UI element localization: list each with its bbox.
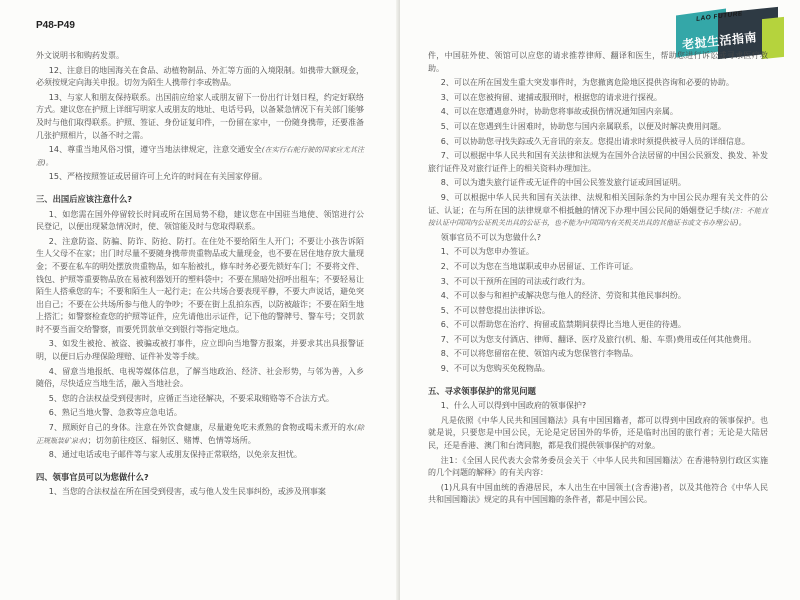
section-heading: 四、领事官员可以为您做什么? <box>36 471 149 482</box>
paragraph: 6、熟记当地火警、急救等应急电话。 <box>48 408 182 418</box>
page-numbers: P48-P49 <box>36 20 75 31</box>
paragraph: 5、您的合法权益受到侵害时，应循正当途径解决，不要采取贿赂等不合法方式。 <box>48 393 334 403</box>
paragraph: 注1：《全国人民代表大会常务委员会关于〈中华人民共和国国籍法〉在香港特别行政区实施的几个问题的解释》的有关内容： <box>428 455 768 478</box>
paragraph-note: (在实行右舵行驶的国家应尤其注意)。 <box>36 146 364 167</box>
paragraph: 3、如发生被抢、被盗、被骗或被打事件，应立即向当地警方报案，并要求其出具报警证明，以便日后办理保险理赔、证件补发等手续。 <box>36 339 364 362</box>
paragraph: 6、可以协助您寻找失踪或久无音讯的亲友。您提出请求时须提供被寻人员的详细信息。 <box>440 136 750 146</box>
paragraph <box>36 144 364 169</box>
paragraph: 8、可以为遗失旅行证件或无证件的中国公民签发旅行证或回国证明。 <box>440 178 686 188</box>
logo-tagline: LAO FUTURE <box>695 10 744 23</box>
paragraph: 7、可以根据中华人民共和国有关法律和法规为在国外合法居留的中国公民颁发、换发、补发旅行证件及对旅行证件上的相关资料办理加注。 <box>428 151 768 173</box>
list-item: 3、不可以干预所在国的司法或行政行为。 <box>440 276 590 286</box>
list-item: 1、不可以为您申办签证。 <box>440 247 534 257</box>
paragraph: 1、什么人可以得到中国政府的领事保护? <box>440 401 587 411</box>
paragraph: 2、注意防盗、防骗、防诈、防抢、防打。在住处不要给陌生人开门；不要让小孩告诉陌生人父母不在家；出门时尽量不要随身携带贵重物品或大量现金，也不要在居住地存放大量现金；不要在私车的明处摆放贵重物品，如车胎被扎，修车时务必要先锁好车门；不要将文件、钱包、护照等重要物品放在易被利器划开的塑料袋中；不要在黑暗处招呼出租车；不要轻易让陌生人搭乘您的车；不要和陌生人一起行走；在公共场合要表现平静，不要大声说话，避免突出自己；不要在公共场所参与他人的争吵；不要在街上乱拍东西，以防被敲诈；不要在陌生地上搭汇；如警察检查您的护照等证件，应先请他出示证件，记下他的警牌号、警车号；交罚款时不要当面交给警察，而要凭罚款单交到银行等指定地点。 <box>36 236 364 334</box>
paragraph: (1)凡具有中国血统的香港居民，本人出生在中国领土(含香港)者，以及其他符合《中华人民共和国国籍法》规定的具有中国国籍的条件者，都是中国公民。 <box>428 482 768 505</box>
left-text-column <box>36 50 364 501</box>
paragraph-text: 9、可以根据中华人民共和国有关法律、法规和相关国际条约为中国公民办理有关文件的公证、认证；在与所在国的法律规章不相抵触的情况下办理中国公民间的婚姻登记手续 <box>428 192 768 215</box>
list-item: 6、不可以帮助您在治疗、拘留或监禁期间获得比当地人更佳的待遇。 <box>440 320 686 330</box>
paragraph: 12、注意目的地国海关在食品、动植物制品、外汇等方面的入境限制。如携带大额现金，必须按规定向海关申报。切勿为陌生人携带行李或物品。 <box>36 65 364 88</box>
paragraph: 8、通过电话或电子邮件等与家人或朋友保持正常联络，以免亲友担忧。 <box>48 450 302 460</box>
paragraph-text: 7、照顾好自己的身体。注意在外饮食健康，尽量避免吃未煮熟的食物或喝未煮开的水 <box>48 423 355 433</box>
list-item: 2、不可以为您在当地谋职或申办居留证、工作许可证。 <box>440 261 638 271</box>
paragraph: 15、严格按照签证或居留许可上允许的时间在有关国家停留。 <box>48 172 267 182</box>
paragraph <box>36 422 364 447</box>
paragraph: 外文说明书和购药发票。 <box>36 51 124 60</box>
paragraph: 13、与家人和朋友保持联系。出国前应给家人或朋友留下一份出行计划日程，约定好联络方式。建议您在护照上详细写明家人或朋友的地址、电话号码，以备紧急情况下有关部门能够及时与他们取得联系。护照、签证、身份证复印件，一份留在家中，一份随身携带，还要准备几张护照相片，以备不时之需。 <box>36 92 364 140</box>
paragraph: 5、可以在您遇到生计困难时，协助您与国内亲属联系，以便及时解决费用问题。 <box>440 121 726 131</box>
paragraph: 4、可以在您遭遇意外时，协助您将事故或损伤情况通知国内亲属。 <box>440 107 678 117</box>
paragraph <box>428 192 768 230</box>
list-item: 4、不可以参与和袒护或解决您与他人的经济、劳资和其他民事纠纷。 <box>440 291 686 301</box>
paragraph: 件，中国驻外使、领馆可以应您的请求推荐律师、翻译和医生，帮助您进行诉讼或寻求医疗救助。 <box>428 51 768 73</box>
paragraph-text: ；切勿前往疫区、辐射区、赌博、色情等场所。 <box>87 435 256 445</box>
list-item: 5、不可以替您提出法律诉讼。 <box>440 305 550 315</box>
section-heading: 五、寻求领事保护的常见问题 <box>428 385 536 396</box>
paragraph: 2、可以在所在国发生重大突发事件时，为您撤离危险地区提供咨询和必要的协助。 <box>440 78 734 88</box>
list-item: 8、不可以将您留宿在使、领馆内或为您保管行李物品。 <box>440 349 638 359</box>
logo-title: 老挝生活指南 <box>681 30 758 52</box>
list-item: 7、不可以为您支付酒店、律师、翻译、医疗及旅行(机、船、车票)费用或任何其他费用。 <box>440 334 757 344</box>
paragraph: 3、可以在您被拘留、逮捕或服刑时，根据您的请求进行探视。 <box>440 92 662 102</box>
paragraph-note: (除正规瓶装矿泉水) <box>36 424 364 445</box>
list-heading: 领事官员不可以为您做什么? <box>440 232 542 242</box>
list-item: 9、不可以为您购买免税物品。 <box>440 364 550 374</box>
right-text-column <box>428 50 768 509</box>
paragraph-note: (注：不能直接认证中国国内公证机关出具的公证书，也不能为中国国内有关机关出具的其他证书或文书办理公证)。 <box>428 206 768 228</box>
paragraph: 凡是依照《中华人民共和国国籍法》具有中国国籍者，都可以得到中国政府的领事保护。也就是说，只要您是中国公民，无论是定居国外的华侨，还是临时出国的旅行者；无论是大陆居民，还是香港、澳门和台湾同胞，都是我们提供领事保护的对象。 <box>428 415 768 451</box>
paragraph: 4、留意当地报纸、电视等媒体信息，了解当地政治、经济、社会形势，与邻为善，入乡随俗，尽快适应当地生活，融入当地社会。 <box>36 366 364 389</box>
paragraph: 1、当您的合法权益在所在国受到侵害，或与他人发生民事纠纷，或涉及刑事案 <box>48 487 326 497</box>
section-heading: 三、出国后应该注意什么? <box>36 193 133 204</box>
paragraph: 1、如您需在国外停留较长时间或所在国局势不稳，建议您在中国驻当地使、领馆进行公民登记，以便出现紧急情况时，使、领馆能及时与您取得联系。 <box>36 209 364 232</box>
paragraph-text: 14、尊重当地风俗习惯，遵守当地法律规定，注意交通安全 <box>48 145 262 155</box>
